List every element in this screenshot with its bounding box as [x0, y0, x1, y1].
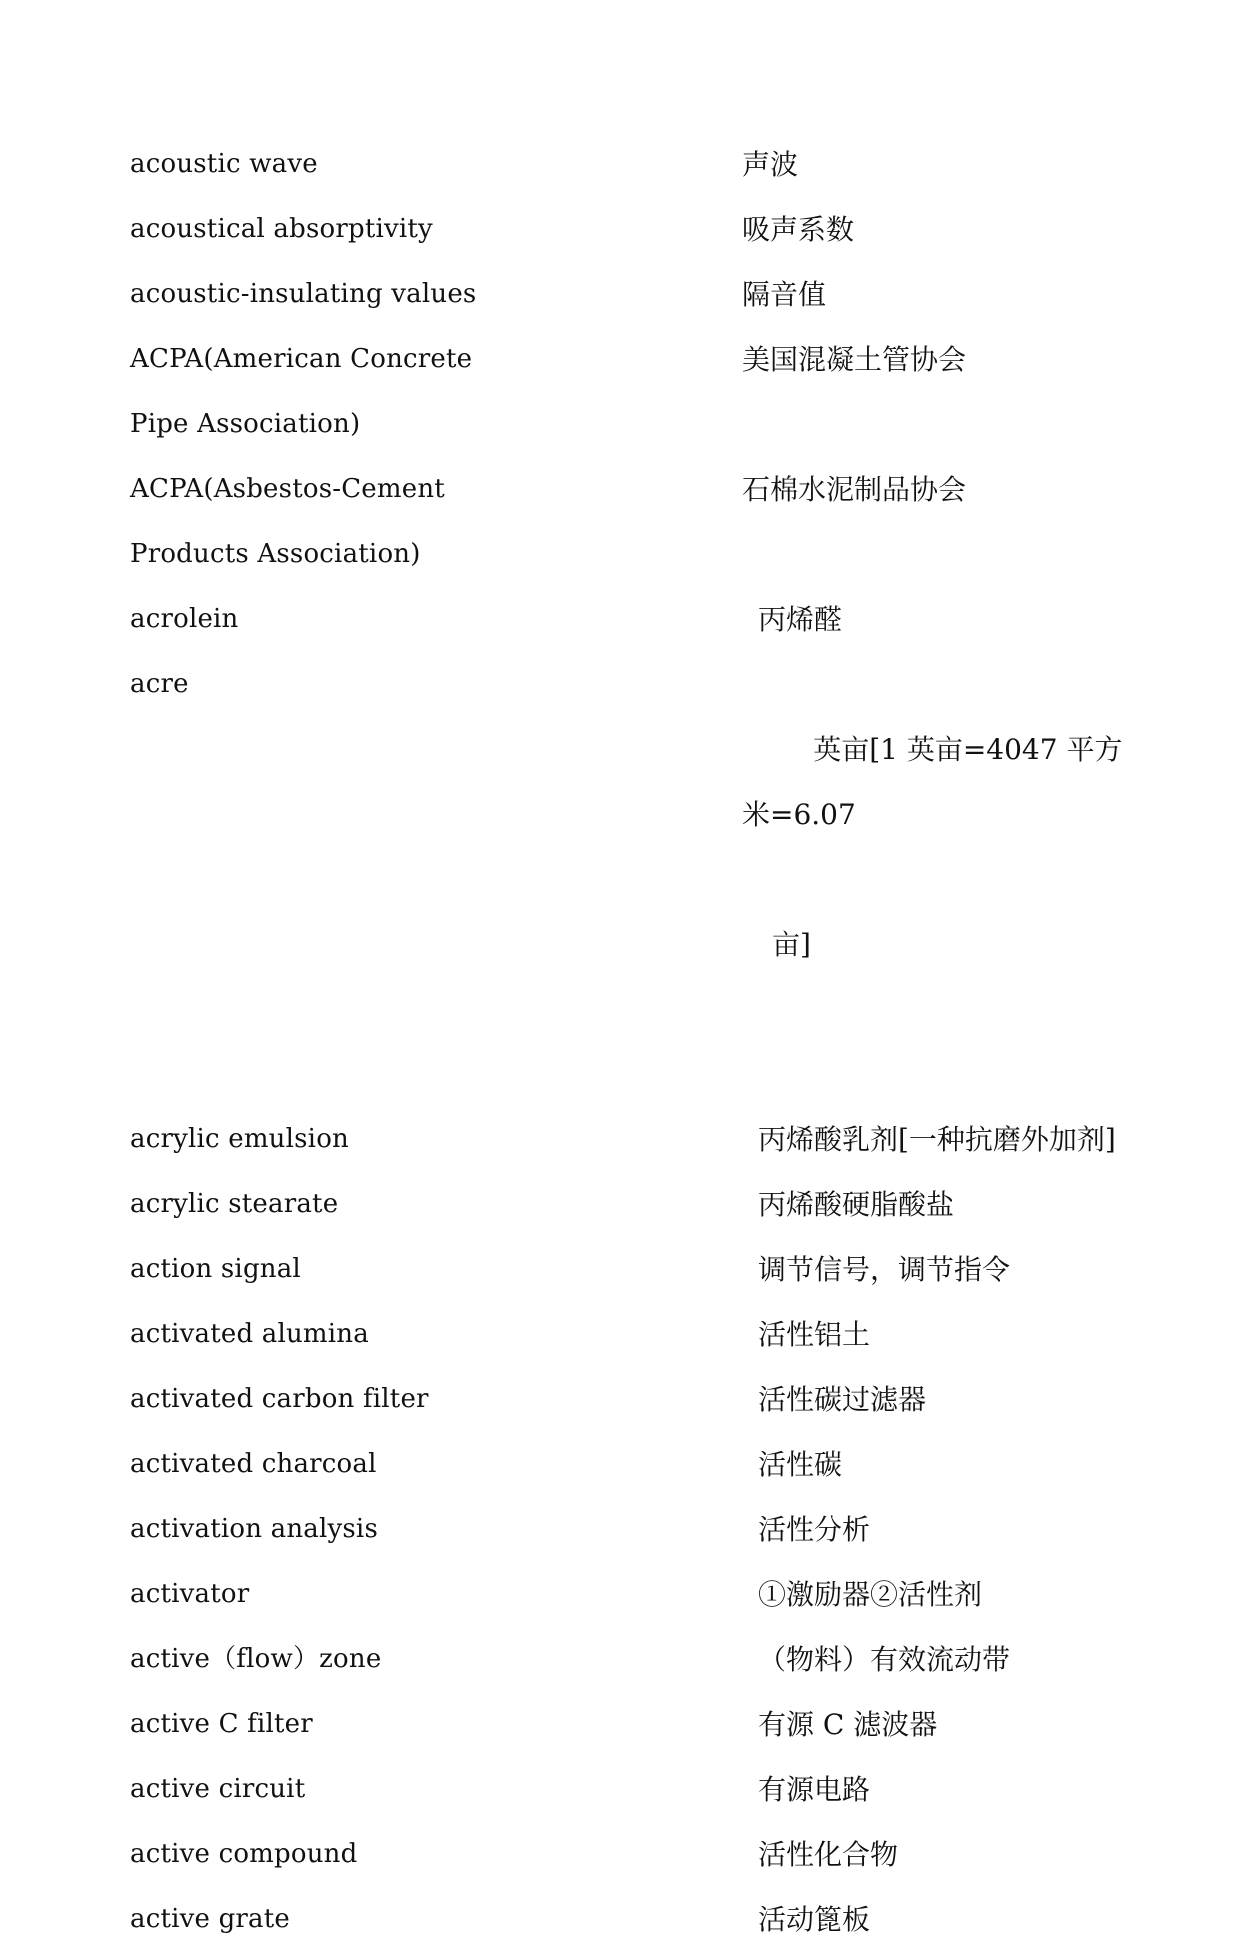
glossary-entry [130, 1497, 1140, 1562]
entry-term: acoustic-insulating values [130, 279, 477, 309]
entry-term: acoustic wave [130, 149, 318, 179]
entry-definition: 隔音值 [742, 278, 827, 311]
entry-definition: 有源电路 [758, 1773, 871, 1806]
entry-definition: 活性铝土 [758, 1318, 871, 1351]
entry-definition: 丙烯酸硬脂酸盐 [758, 1188, 955, 1221]
entry-definition: 调节信号，调节指令 [758, 1253, 1011, 1286]
glossary-list [130, 132, 1140, 1952]
glossary-entry [130, 132, 1140, 197]
glossary-entry [130, 1562, 1140, 1627]
entry-term: ACPA(Asbestos-Cement Products Association) [130, 474, 445, 569]
glossary-entry [130, 1172, 1140, 1237]
entry-definition-line: 英亩[1 英亩=4047 平方米=6.07 [742, 733, 1123, 831]
entry-term: active（flow）zone [130, 1644, 382, 1674]
glossary-entry [130, 587, 1140, 652]
entry-term: activation analysis [130, 1514, 378, 1544]
glossary-entry [130, 262, 1140, 327]
entry-definition: （物料）有效流动带 [758, 1643, 1011, 1676]
entry-definition: 丙烯醛 [758, 603, 843, 636]
entry-definition [742, 652, 1140, 1107]
entry-definition: 有源 C 滤波器 [758, 1708, 938, 1741]
entry-term: acrylic stearate [130, 1189, 339, 1219]
entry-term: acre [130, 669, 189, 699]
glossary-entry [130, 1692, 1140, 1757]
entry-term: activated alumina [130, 1319, 369, 1349]
glossary-entry [130, 1302, 1140, 1367]
entry-definition: 美国混凝土管协会 [742, 343, 967, 376]
glossary-entry [130, 1757, 1140, 1822]
entry-definition: 活性化合物 [758, 1838, 899, 1871]
glossary-entry [130, 1627, 1140, 1692]
glossary-entry [130, 1887, 1140, 1952]
glossary-entry [130, 1107, 1140, 1172]
glossary-entry [130, 327, 1140, 457]
entry-definition-continuation: 亩] [772, 928, 811, 961]
entry-definition: 丙烯酸乳剂[一种抗磨外加剂] [758, 1123, 1116, 1156]
glossary-entry [130, 457, 1140, 587]
glossary-entry [130, 1237, 1140, 1302]
entry-term: activated carbon filter [130, 1384, 429, 1414]
entry-term: active compound [130, 1839, 358, 1869]
glossary-entry [130, 1432, 1140, 1497]
glossary-entry [130, 1822, 1140, 1887]
entry-term: acoustical absorptivity [130, 214, 433, 244]
entry-definition: 活动篦板 [758, 1903, 871, 1936]
entry-definition: 活性分析 [758, 1513, 871, 1546]
entry-term: ACPA(American Concrete Pipe Association) [130, 344, 473, 439]
glossary-entry [130, 197, 1140, 262]
entry-term: active C filter [130, 1709, 313, 1739]
entry-term: acrolein [130, 604, 239, 634]
entry-term: activator [130, 1579, 250, 1609]
entry-term: activated charcoal [130, 1449, 377, 1479]
entry-definition: 吸声系数 [742, 213, 855, 246]
entry-term: acrylic emulsion [130, 1124, 349, 1154]
entry-definition: 活性碳 [758, 1448, 843, 1481]
entry-term: active circuit [130, 1774, 306, 1804]
entry-term: active grate [130, 1904, 290, 1934]
entry-definition: 声波 [742, 148, 799, 181]
glossary-entry [130, 652, 1140, 1107]
entry-definition: ①激励器②活性剂 [758, 1578, 983, 1611]
entry-definition: 活性碳过滤器 [758, 1383, 927, 1416]
entry-term: action signal [130, 1254, 301, 1284]
glossary-entry [130, 1367, 1140, 1432]
entry-definition: 石棉水泥制品协会 [742, 473, 967, 506]
